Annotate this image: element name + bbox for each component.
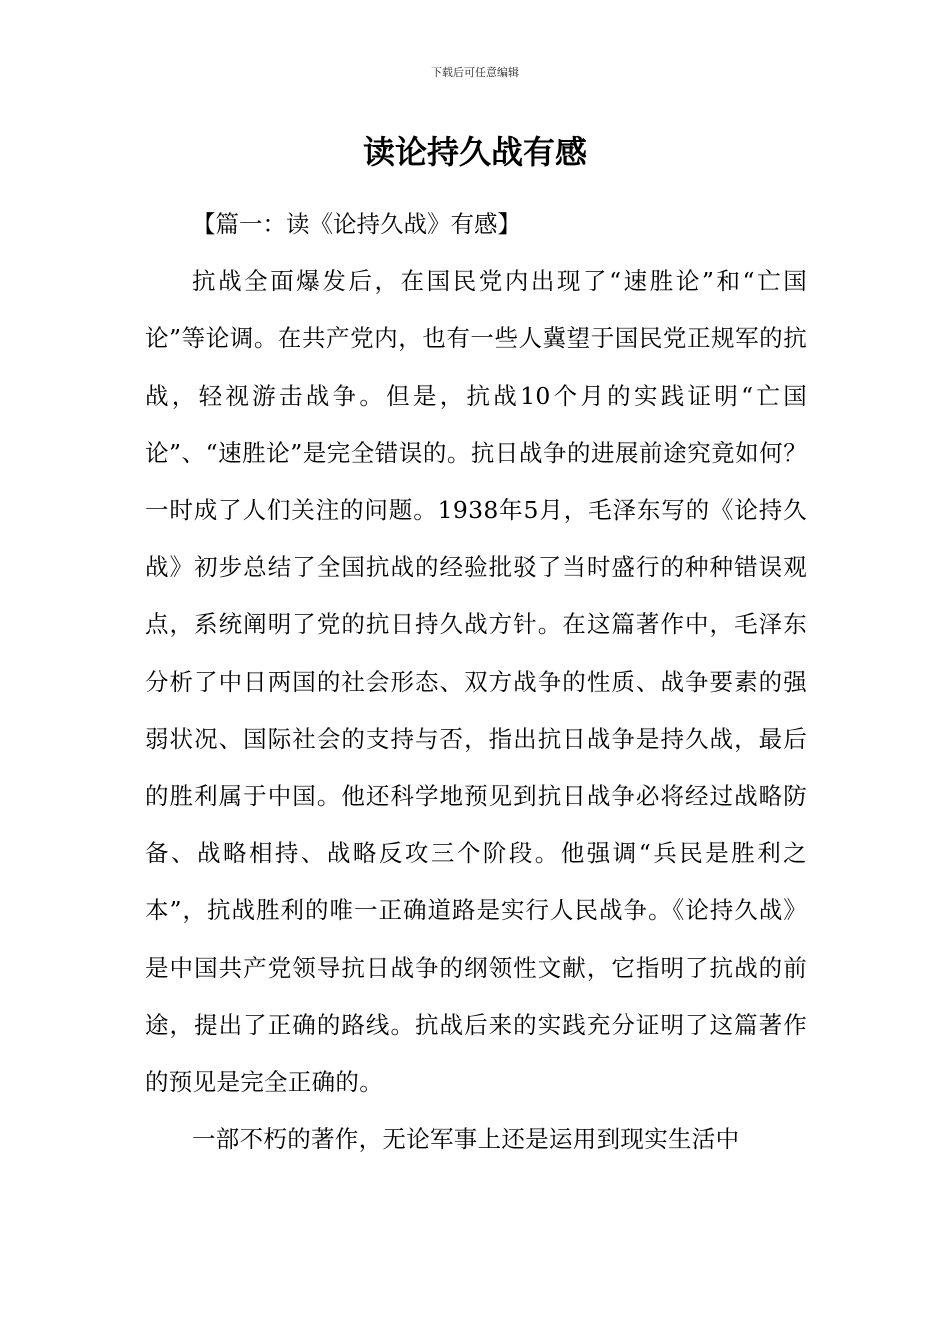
document-title: 读论持久战有感 <box>362 133 587 171</box>
paragraph-2: 一部不朽的著作，无论军事上还是运用到现实生活中 <box>192 1125 740 1154</box>
document-body <box>145 196 807 1168</box>
paragraph-1: 抗战全面爆发后，在国民党内出现了“速胜论”和“亡国论”等论调。在共产党内，也有一些人冀望于国民党正规军的抗战，轻视游击战争。但是，抗战10个月的实践证明“亡国论”、“速胜论”是完全错误的。抗日战争的进展前途究竟如何？一时成了人们关注的问题。1938年5月，毛泽东写的《论持久战》初步总结了全国抗战的经验批驳了当时盛行的种种错误观点，系统阐明了党的抗日持久战方针。在这篇著作中，毛泽东分析了中日两国的社会形态、双方战争的性质、战争要素的强弱状况、国际社会的支持与否，指出抗日战争是持久战，最后的胜利属于中国。他还科学地预见到抗日战争必将经过战略防备、战略相持、战略反攻三个阶段。他强调“兵民是胜利之本”，抗战胜利的唯一正确道路是实行人民战争。《论持久战》是中国共产党领导抗日战争的纲领性文献，它指明了抗战的前途，提出了正确的路线。抗战后来的实践充分证明了这篇著作的预见是完全正确的。 <box>145 267 807 1097</box>
header-note: 下载后可任意编辑 <box>431 66 519 79</box>
section-heading: 【篇一：读《论持久战》有感】 <box>192 210 521 238</box>
